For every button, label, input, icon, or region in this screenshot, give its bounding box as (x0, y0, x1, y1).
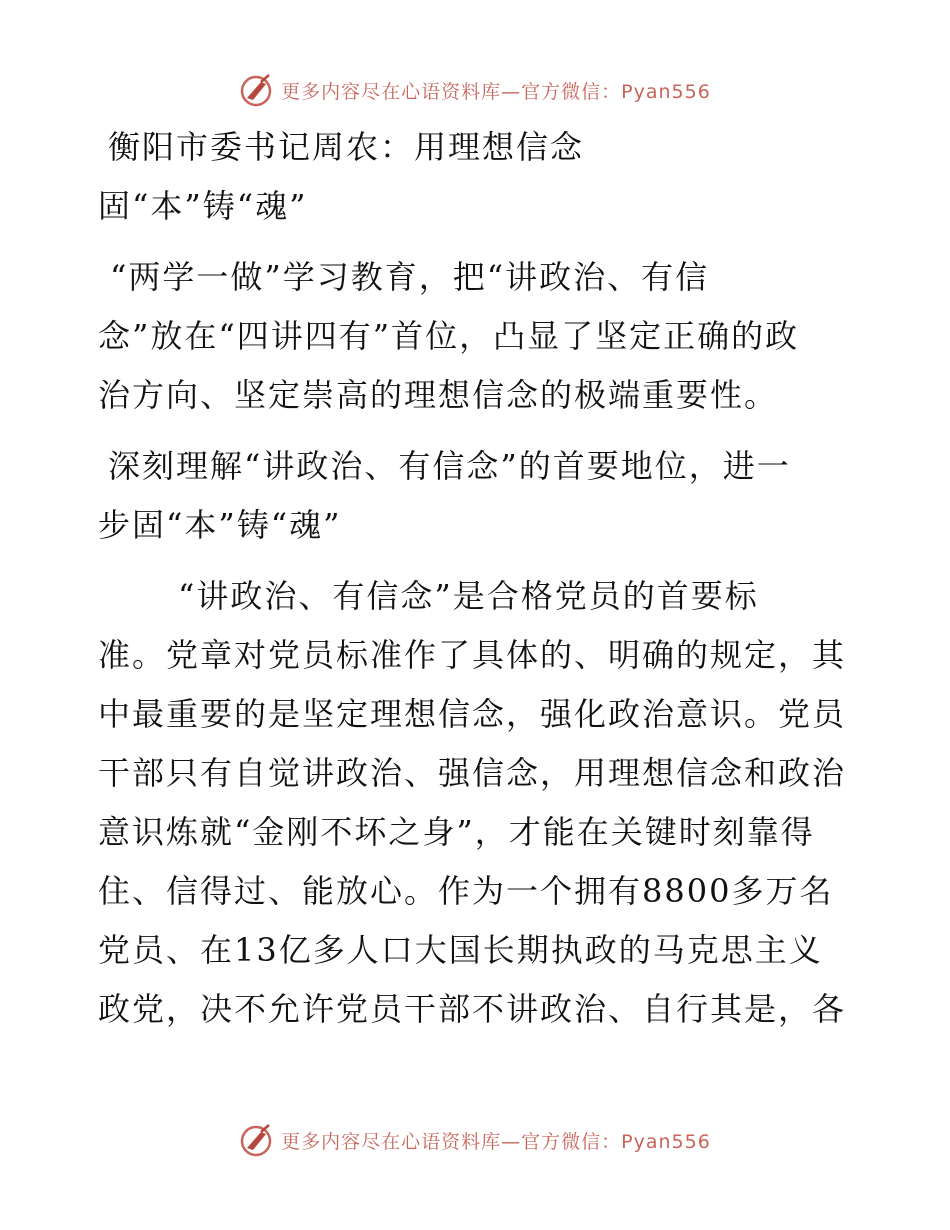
paragraph-line: 干部只有自觉讲政治、强信念，用理想信念和政治 (98, 754, 847, 792)
watermark-footer (0, 1120, 950, 1160)
paragraph-line: “讲政治、有信念”是合格党员的首要标 (178, 577, 759, 615)
paragraph-line: 政党，决不允许党员干部不讲政治、自行其是，各 (98, 990, 847, 1028)
paragraph-line: 党员、在13亿多人口大国长期执政的马克思主义 (98, 931, 823, 969)
paragraph-line: 治方向、坚定崇高的理想信念的极端重要性。 (98, 376, 779, 414)
title-line: 固“本”铸“魂” (98, 187, 308, 225)
document-body (98, 118, 858, 1039)
title-line: 衡阳市委书记周农：用理想信念 (108, 128, 585, 166)
watermark-id: Pyan556 (621, 80, 711, 103)
watermark-id: Pyan556 (621, 1130, 711, 1153)
paragraph-line: 意识炼就“金刚不坏之身”，才能在关键时刻靠得 (98, 813, 815, 851)
watermark-header (0, 70, 950, 110)
paragraph-line: “两学一做”学习教育，把“讲政治、有信 (110, 258, 710, 296)
pen-logo-icon (239, 1122, 275, 1158)
pen-logo-icon (239, 72, 275, 108)
paragraph-line: 中最重要的是坚定理想信念，强化政治意识。党员 (98, 695, 847, 733)
paragraph-line: 念”放在“四讲四有”首位，凸显了坚定正确的政 (98, 317, 800, 355)
watermark-text: 更多内容尽在心语资料库—官方微信：Pyan556 (281, 80, 711, 103)
section-heading-line: 步固“本”铸“魂” (98, 506, 342, 544)
watermark-text: 更多内容尽在心语资料库—官方微信：Pyan556 (281, 1130, 711, 1153)
paragraph-line: 准。党章对党员标准作了具体的、明确的规定，其 (98, 636, 847, 674)
section-heading-line: 深刻理解“讲政治、有信念”的首要地位，进一 (108, 447, 791, 485)
paragraph-line: 住、信得过、能放心。作为一个拥有8800多万名 (98, 872, 834, 910)
